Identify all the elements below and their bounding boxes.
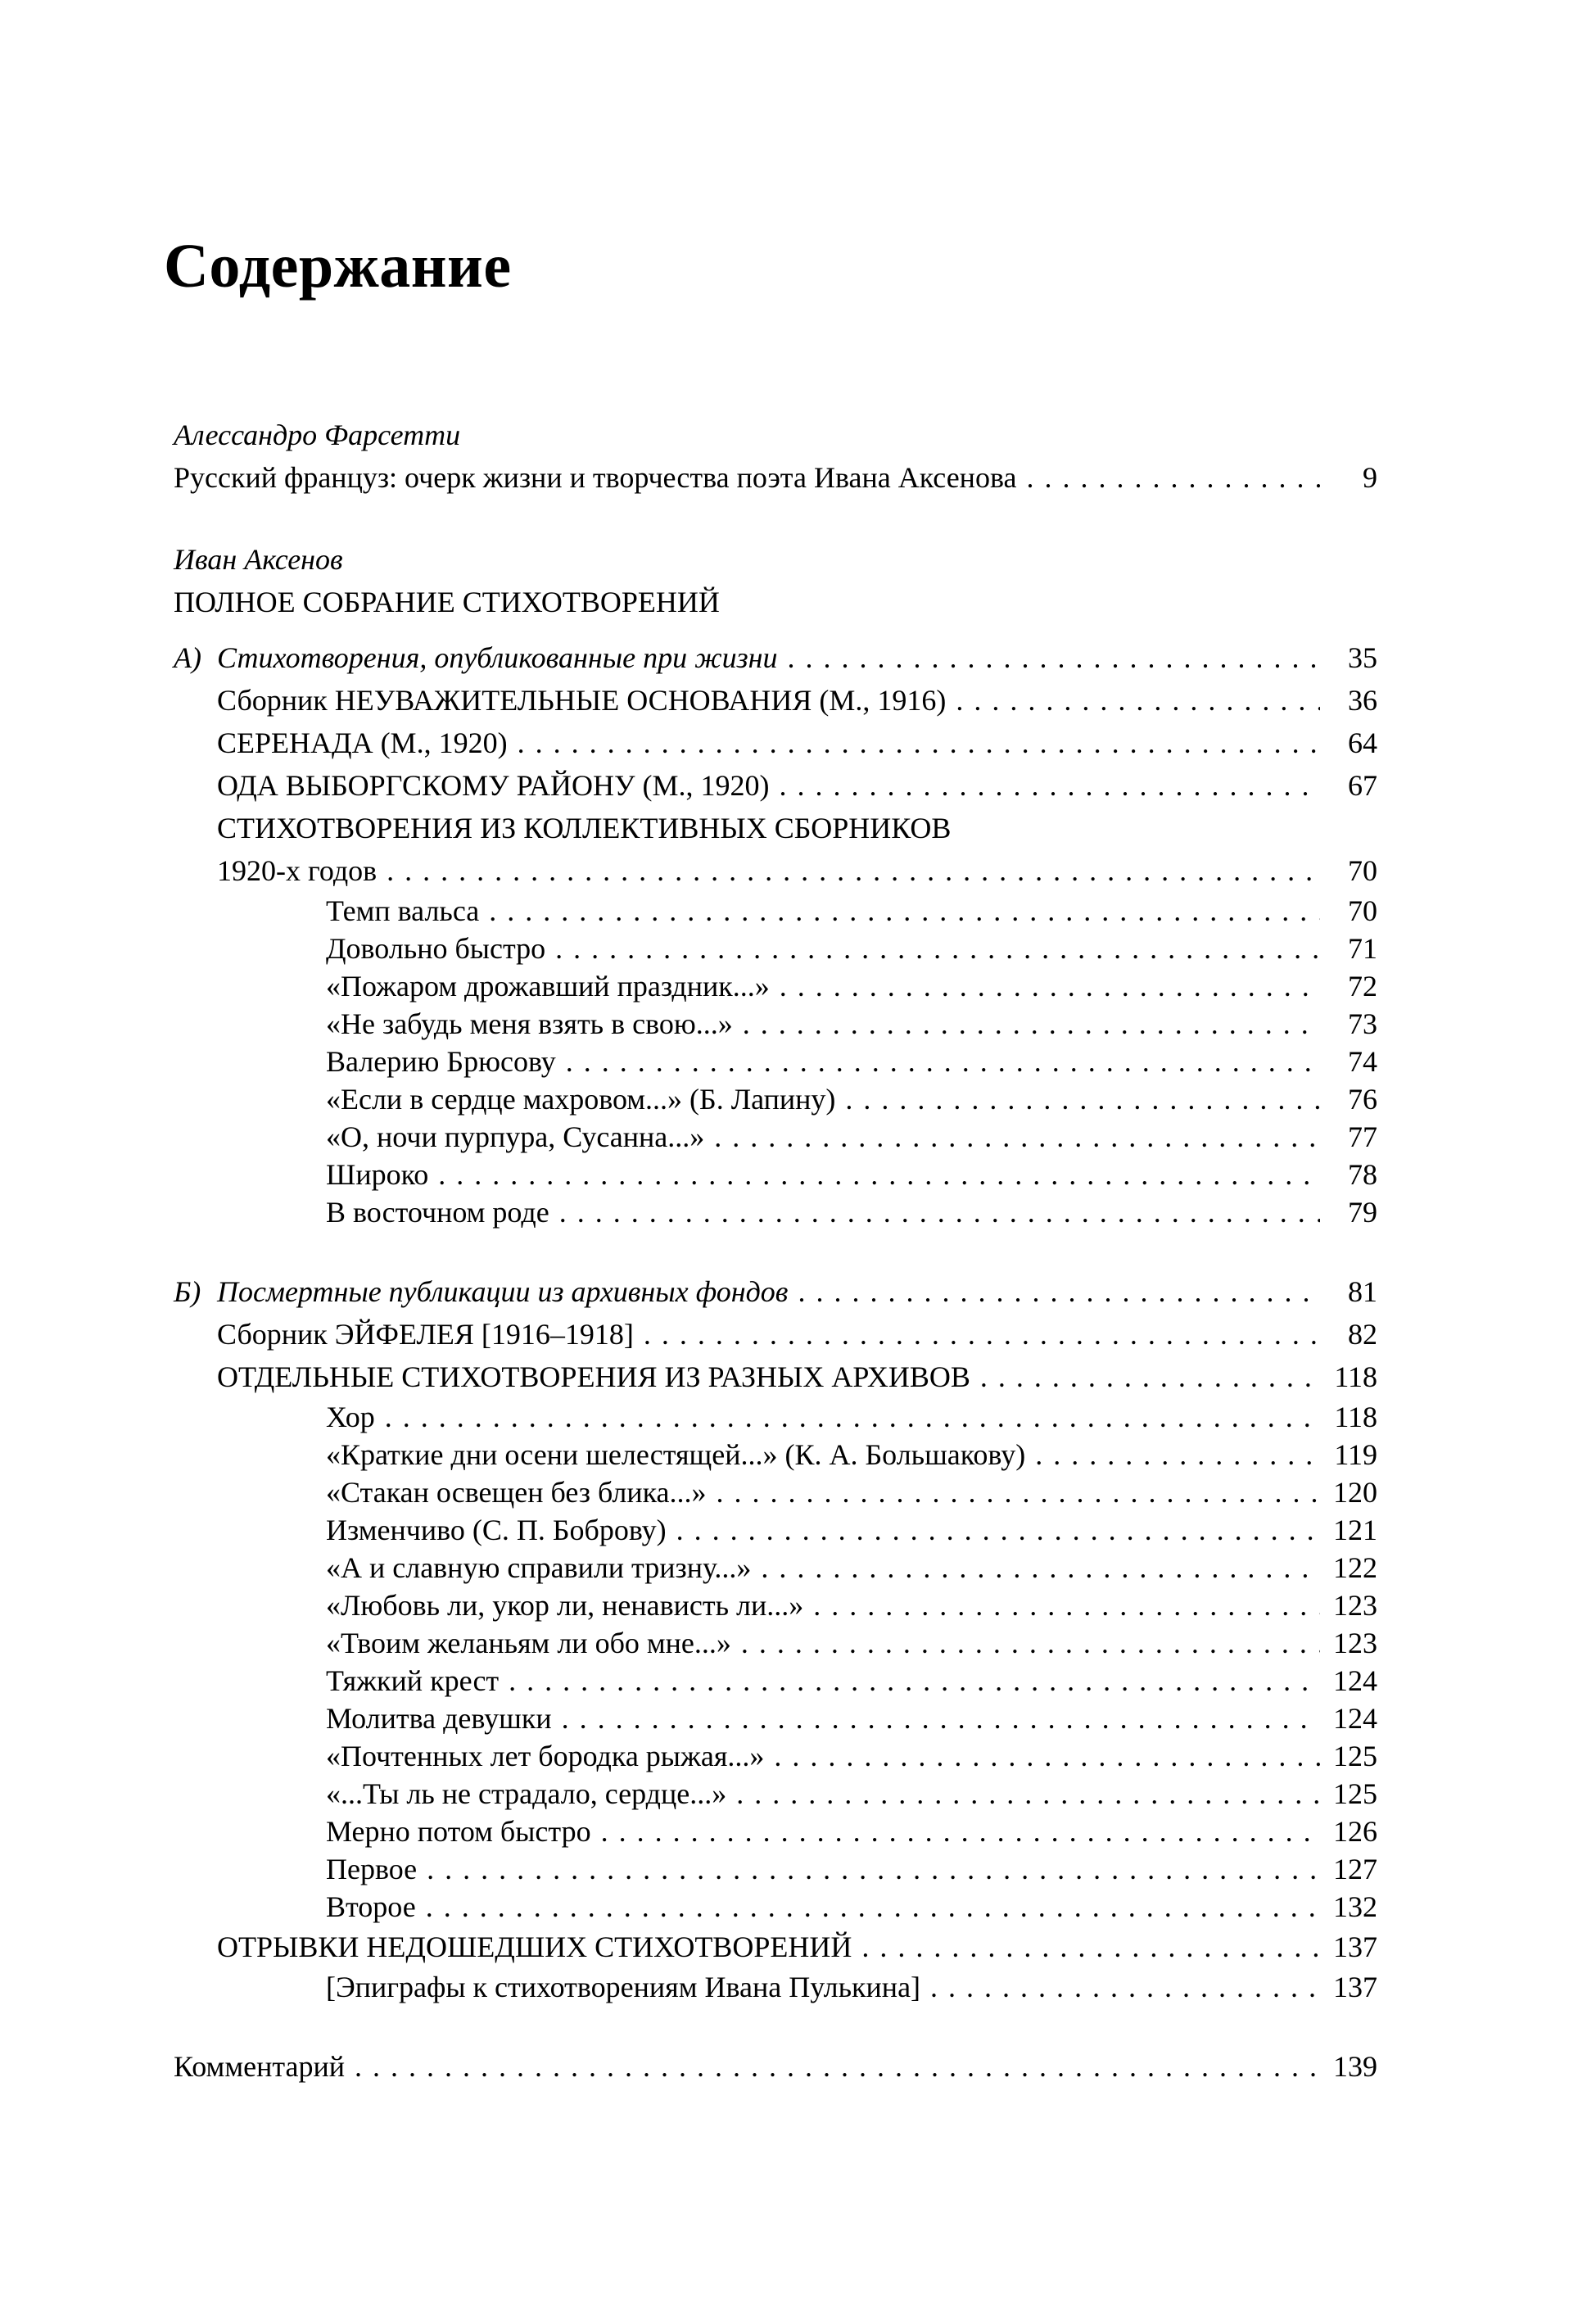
toc-page-number: 67: [1348, 769, 1377, 802]
toc-entry: [174, 1926, 1377, 1968]
toc-entry: [174, 1511, 1377, 1549]
toc-entry-label: «Краткие дни осени шелестящей...» (К. А. Большакову): [326, 1438, 1026, 1471]
toc: [174, 414, 1377, 2088]
dot-leader: [956, 679, 1320, 722]
toc-section-entry: [174, 636, 1377, 679]
dot-leader: [385, 1398, 1320, 1436]
toc-entry-label: Алессандро Фарсетти: [174, 419, 461, 451]
toc-entry: [174, 1473, 1377, 1511]
toc-page-number: 126: [1333, 1815, 1377, 1848]
toc-entry-label: ОДА ВЫБОРГСКОМУ РАЙОНУ (М., 1920): [217, 769, 770, 802]
dot-leader: [761, 1549, 1320, 1586]
toc-entry: [174, 1888, 1377, 1926]
toc-entry-label: Комментарий: [174, 2050, 346, 2083]
toc-entry: [174, 849, 1377, 892]
toc-entry-label: «Если в сердце махровом...» (Б. Лапину): [326, 1083, 836, 1116]
dot-leader: [387, 849, 1320, 892]
dot-leader: [779, 764, 1320, 807]
toc-entry-label: Иван Аксенов: [174, 543, 343, 576]
dot-leader: [798, 1270, 1320, 1313]
toc-entry-label: ПОЛНОЕ СОБРАНИЕ СТИХОТВОРЕНИЙ: [174, 586, 720, 618]
toc-entry: [174, 1549, 1377, 1586]
toc-page-number: 121: [1333, 1514, 1377, 1546]
toc-page-number: 125: [1333, 1777, 1377, 1810]
toc-entry-label: Молитва девушки: [326, 1702, 552, 1735]
toc-entry-label: СТИХОТВОРЕНИЯ ИЗ КОЛЛЕКТИВНЫХ СБОРНИКОВ: [217, 812, 952, 844]
toc-entry-label: Изменчиво (С. П. Боброву): [326, 1514, 667, 1546]
toc-page-number: 139: [1333, 2050, 1377, 2083]
toc-page-number: 124: [1333, 1664, 1377, 1697]
toc-entry-label: Русский француз: очерк жизни и творчества поэта Ивана Аксенова: [174, 461, 1017, 494]
toc-entry: [174, 1775, 1377, 1813]
toc-entry-label: «Почтенных лет бородка рыжая...»: [326, 1740, 765, 1772]
toc-entry: [174, 1005, 1377, 1043]
toc-entry: [174, 1398, 1377, 1436]
toc-page-number: 74: [1348, 1045, 1377, 1078]
toc-entry-label: ОТРЫВКИ НЕДОШЕДШИХ СТИХОТВОРЕНИЙ: [217, 1930, 852, 1963]
toc-entry-label: Первое: [326, 1853, 418, 1885]
dot-leader: [813, 1586, 1320, 1624]
toc-entry-label: 1920-х годов: [217, 854, 378, 887]
dot-leader: [566, 1043, 1320, 1080]
dot-leader: [489, 892, 1320, 930]
toc-entry-label: Валерию Брюсову: [326, 1045, 556, 1078]
toc-page-number: 125: [1333, 1740, 1377, 1772]
toc-page-number: 64: [1348, 726, 1377, 759]
toc-page-number: 79: [1348, 1196, 1377, 1229]
toc-page-number: 119: [1334, 1438, 1377, 1471]
dot-leader: [518, 722, 1320, 764]
dot-leader: [1026, 456, 1320, 499]
toc-page-number: 73: [1348, 1007, 1377, 1040]
toc-entry: [174, 722, 1377, 764]
toc-entry-label: Тяжкий крест: [326, 1664, 500, 1697]
toc-entry-label: Широко: [326, 1158, 429, 1191]
toc-entry-label: Посмертные публикации из архивных фондов: [217, 1275, 789, 1308]
toc-entry: [174, 1193, 1377, 1231]
toc-entry-label: «Стакан освещен без блика...»: [326, 1476, 707, 1509]
toc-entry: [174, 1313, 1377, 1356]
toc-entry: [174, 1080, 1377, 1118]
author-name: [174, 414, 1377, 456]
toc-page-number: 137: [1333, 1971, 1377, 2003]
author-name: [174, 538, 1377, 581]
toc-entry-label: Стихотворения, опубликованные при жизни: [217, 641, 778, 674]
toc-entry-label: Сборник НЕУВАЖИТЕЛЬНЫЕ ОСНОВАНИЯ (М., 1916): [217, 684, 947, 717]
toc-page-number: 81: [1348, 1275, 1377, 1308]
toc-entry: [174, 764, 1377, 807]
toc-page-number: 124: [1333, 1702, 1377, 1735]
dot-leader: [509, 1662, 1320, 1700]
toc-page-number: 82: [1348, 1318, 1377, 1351]
toc-page-number: 76: [1348, 1083, 1377, 1116]
toc-entry: [174, 930, 1377, 967]
dot-leader: [559, 1193, 1320, 1231]
dot-leader: [743, 1005, 1320, 1043]
toc-entry: [174, 1968, 1377, 2006]
dot-leader: [426, 1888, 1320, 1926]
dot-leader: [861, 1926, 1320, 1968]
toc-page-number: 122: [1333, 1551, 1377, 1584]
toc-page-number: 78: [1348, 1158, 1377, 1191]
toc-entry-label: Темп вальса: [326, 894, 480, 927]
toc-page-number: 36: [1348, 684, 1377, 717]
toc-entry-label: «Пожаром дрожавший праздник...»: [326, 970, 770, 1003]
dot-leader: [601, 1813, 1320, 1850]
toc-section-letter: Б): [174, 1275, 201, 1308]
toc-entry: [174, 892, 1377, 930]
page-title: Содержание: [164, 232, 512, 301]
dot-leader: [562, 1700, 1320, 1737]
toc-entry: [174, 1043, 1377, 1080]
toc-entry: [174, 1850, 1377, 1888]
toc-entry-label: «...Ты ль не страдало, сердце...»: [326, 1777, 727, 1810]
toc-entry-label: СЕРЕНАДА (М., 1920): [217, 726, 508, 759]
toc-entry: [174, 967, 1377, 1005]
dot-leader: [930, 1968, 1320, 2006]
toc-entry-label: «Твоим желаньям ли обо мне...»: [326, 1627, 731, 1659]
toc-entry: [174, 1436, 1377, 1473]
toc-entry-label: В восточном роде: [326, 1196, 549, 1229]
toc-entry: [174, 1813, 1377, 1850]
toc-section-letter: А): [174, 641, 201, 674]
toc-entry-label: Довольно быстро: [326, 932, 546, 965]
toc-entry-label: «Не забудь меня взять в свою...»: [326, 1007, 733, 1040]
toc-entry: [174, 1700, 1377, 1737]
comment-entry: [174, 2045, 1377, 2088]
toc-page-number: 118: [1334, 1360, 1377, 1393]
toc-entry: [174, 679, 1377, 722]
toc-entry-label: ОТДЕЛЬНЫЕ СТИХОТВОРЕНИЯ ИЗ РАЗНЫХ АРХИВОВ: [217, 1360, 970, 1393]
toc-entry: [174, 1624, 1377, 1662]
toc-page-number: 9: [1363, 461, 1377, 494]
toc-page-number: 123: [1333, 1627, 1377, 1659]
toc-page-number: 118: [1334, 1401, 1377, 1433]
dot-leader: [714, 1118, 1320, 1156]
dot-leader: [717, 1473, 1320, 1511]
toc-entry-label: «А и славную справили тризну...»: [326, 1551, 752, 1584]
toc-entry: [174, 1156, 1377, 1193]
toc-entry: [174, 1586, 1377, 1624]
book-title: [174, 581, 1377, 623]
toc-entry-label: Мерно потом быстро: [326, 1815, 591, 1848]
toc-entry-label: Сборник ЭЙФЕЛЕЯ [1916–1918]: [217, 1318, 634, 1351]
dot-leader: [980, 1356, 1320, 1398]
dot-leader: [427, 1850, 1320, 1888]
toc-entry-label: «Любовь ли, укор ли, ненависть ли...»: [326, 1589, 804, 1622]
toc-entry-label: Второе: [326, 1890, 416, 1923]
toc-entry-label: [Эпиграфы к стихотворениям Ивана Пулькина]: [326, 1971, 921, 2003]
toc-page-number: 70: [1348, 894, 1377, 927]
dot-leader: [774, 1737, 1320, 1775]
toc-entry: [174, 1118, 1377, 1156]
dot-leader: [644, 1313, 1320, 1356]
toc-entry-label: Хор: [326, 1401, 375, 1433]
toc-entry: [174, 456, 1377, 499]
toc-page-number: 77: [1348, 1120, 1377, 1153]
toc-entry: [174, 1737, 1377, 1775]
dot-leader: [438, 1156, 1320, 1193]
toc-entry: [174, 807, 1377, 849]
dot-leader: [741, 1624, 1320, 1662]
dot-leader: [780, 967, 1320, 1005]
toc-entry: [174, 1356, 1377, 1398]
dot-leader: [555, 930, 1320, 967]
toc-entry: [174, 1662, 1377, 1700]
toc-page-number: 123: [1333, 1589, 1377, 1622]
toc-page-number: 120: [1333, 1476, 1377, 1509]
dot-leader: [788, 636, 1320, 679]
toc-page-number: 127: [1333, 1853, 1377, 1885]
dot-leader: [676, 1511, 1320, 1549]
toc-entry-label: «О, ночи пурпура, Сусанна...»: [326, 1120, 705, 1153]
dot-leader: [845, 1080, 1320, 1118]
dot-leader: [736, 1775, 1320, 1813]
toc-page-number: 71: [1348, 932, 1377, 965]
toc-page-number: 137: [1333, 1930, 1377, 1963]
toc-section-entry: [174, 1270, 1377, 1313]
dot-leader: [355, 2045, 1320, 2088]
dot-leader: [1035, 1436, 1320, 1473]
toc-page-number: 72: [1348, 970, 1377, 1003]
toc-page-number: 70: [1348, 854, 1377, 887]
toc-page-number: 35: [1348, 641, 1377, 674]
toc-page-number: 132: [1333, 1890, 1377, 1923]
